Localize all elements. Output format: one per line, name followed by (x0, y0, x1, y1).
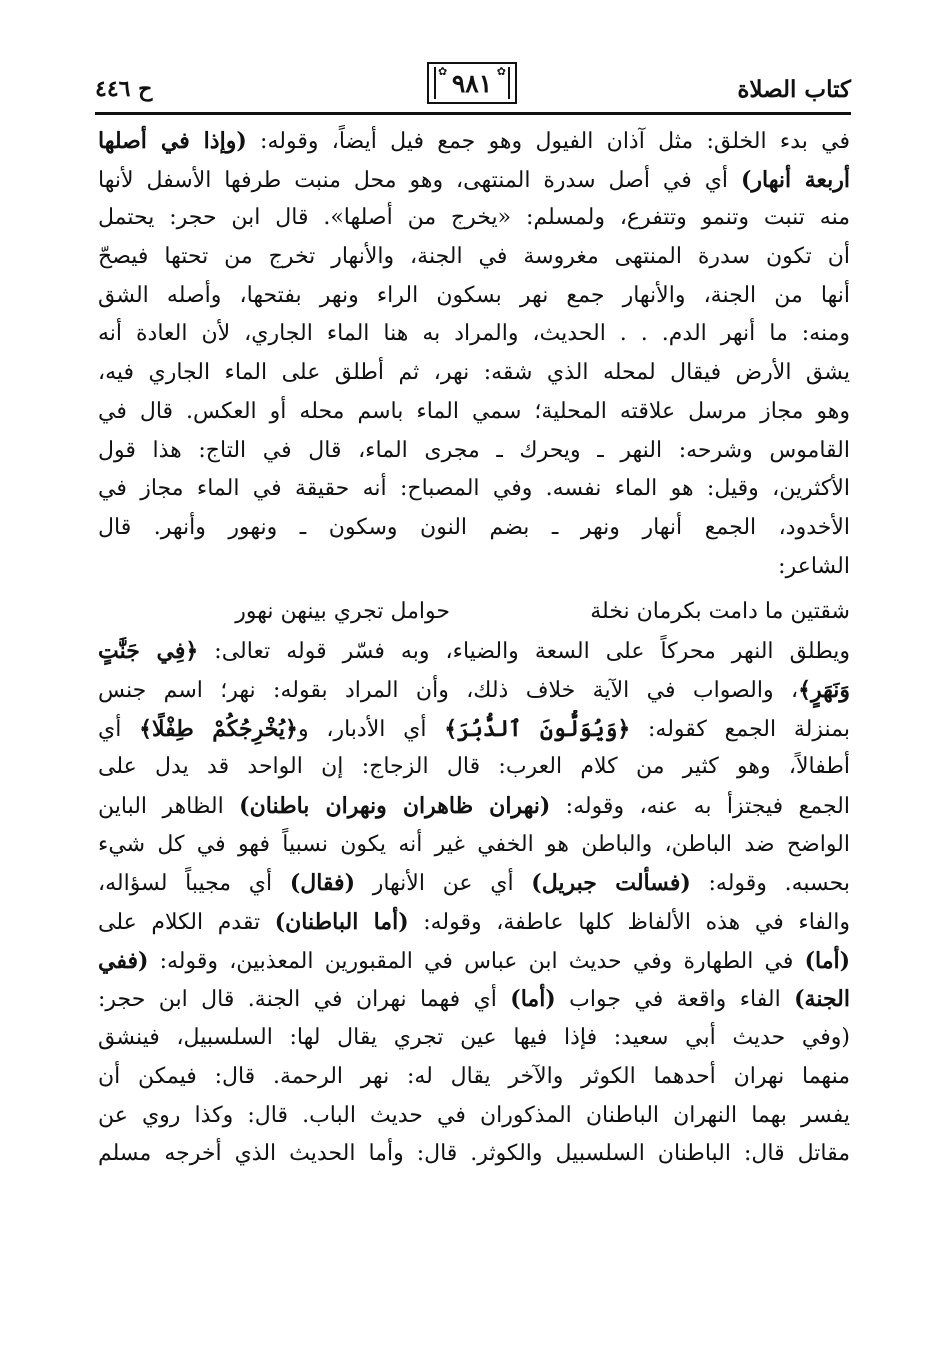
hadith-reference: ح ٤٤٦ (95, 76, 153, 102)
text-line (98, 277, 850, 316)
emphasized-text: (نهران ظاهران ونهران باطنان) (239, 793, 551, 819)
text-line (98, 1097, 850, 1136)
text-line (98, 980, 850, 1019)
text-segment: منهما نهران أحدهما الكوثر والآخر يقال له: نهر الرحمة. قال: فيمكن أن (98, 1063, 850, 1089)
text-segment: منه تنبت وتنمو وتتفرع، ولمسلم: «يخرج من أصلها». قال ابن حجر: يحتمل (98, 205, 850, 231)
ornament-icon: ✿ (496, 65, 506, 78)
text-segment: الشاعر: (778, 553, 850, 579)
text-line (98, 748, 850, 787)
text-segment: الأكثرين، وقيل: هو الماء نفسه. وفي المصباح: أنه حقيقة في الماء مجاز في (98, 476, 850, 502)
text-segment: الفاء واقعة في جواب (555, 987, 795, 1013)
text-line (98, 509, 850, 548)
text-segment: (وفي حديث أبي سعيد: فإذا فيها عين تجري يقال لها: السلسبيل، فينشق (98, 1025, 850, 1051)
text-segment: أطفالاً، وهو كثير من كلام العرب: قال الزجاج: إن الواحد قد يدل على (98, 754, 850, 780)
text-line (98, 864, 850, 903)
emphasized-text: (ففي (98, 947, 149, 974)
text-line (98, 548, 850, 587)
text-line (98, 632, 850, 671)
text-line (98, 122, 850, 161)
verse-second-hemistich: حوامل تجري بينهن نهور (235, 599, 450, 625)
text-segment: يشق الأرض فيقال لمحله الذي شقه: نهر، ثم أطلق على الماء الجاري فيه، (98, 360, 850, 386)
text-segment: تقدم الكلام على (98, 910, 275, 936)
text-line (98, 470, 850, 509)
text-segment: في بدء الخلق: مثل آذان الفيول وهو جمع فيل أيضاً، وقوله: (246, 129, 850, 154)
text-segment: مقاتل قال: الباطنان السلسبيل والكوثر. قال: وأما الحديث الذي أخرجه مسلم (98, 1141, 850, 1167)
body-text (98, 122, 850, 1174)
poetry-verse (98, 592, 850, 632)
emphasized-text: ﴿يُخْرِجُكُمْ طِفْلًا﴾ (139, 715, 298, 742)
emphasized-text: (فقال) (289, 870, 355, 897)
ornament-icon: ✿ (438, 65, 448, 78)
text-line (98, 199, 850, 238)
verse-first-hemistich: شقتين ما دامت بكرمان نخلة (590, 599, 850, 625)
text-segment: الأخدود، الجمع أنهار ونهر ـ بضم النون وسكون ـ ونهور وأنهر. قال (98, 514, 850, 540)
text-line (98, 1135, 850, 1174)
emphasized-text: (أما) (804, 947, 850, 974)
emphasized-text: ﴿وَيُوَلُّونَ ٱلدُّبُرَ﴾ (444, 715, 631, 742)
text-segment: ومنه: ما أنهر الدم. . . الحديث، والمراد به هنا الماء الجاري، لأن العادة أنه (98, 321, 850, 347)
text-line (98, 161, 850, 200)
text-segment: أي في أصل سدرة المنتهى، وهو محل منبت طرفها الأسفل لأنها (98, 167, 741, 193)
text-segment: يفسر بهما النهران الباطنان المذكوران في حديث الباب. قال: وكذا روي عن (98, 1102, 850, 1128)
emphasized-text: الجنة) (794, 986, 850, 1013)
text-line (98, 393, 850, 432)
emphasized-text: (أما) (510, 986, 556, 1013)
text-line (98, 903, 850, 942)
text-line (98, 710, 850, 749)
text-line (98, 826, 850, 865)
emphasized-text: ﴿فِي جَنَّٰتٍ (98, 638, 199, 665)
paragraph-after-verse (98, 632, 850, 1174)
text-line (98, 787, 850, 826)
text-segment: القاموس وشرحه: النهر ـ ويحرك ـ مجرى الماء، قال في التاج: هذا قول (98, 437, 850, 463)
header-divider (95, 112, 851, 115)
text-segment: أنها من الجنة، والأنهار جمع نهر بسكون الراء ونهر بفتحها، وأصله الشق (98, 282, 850, 308)
text-segment: بحسبه. وقوله: (690, 871, 850, 897)
text-segment: في الطهارة وفي حديث ابن عباس في المقبورين المعذبين، وقوله: (148, 948, 805, 974)
emphasized-text: وَنَهَرٍ﴾ (798, 676, 850, 703)
text-line (98, 1058, 850, 1097)
text-line (98, 315, 850, 354)
text-segment: أي (98, 716, 140, 742)
text-segment: ، والصواب في الآية خلاف ذلك، وأن المراد بقوله: نهر؛ اسم جنس (98, 677, 799, 703)
page-number: ٩٨١ (451, 69, 493, 98)
text-line (98, 671, 850, 710)
text-segment: أن تكون سدرة المنتهى مغروسة في الجنة، والأنهار تخرج من تحتها فيصحّ (98, 244, 850, 270)
text-line (98, 238, 850, 277)
page-header (95, 62, 851, 110)
book-title: كتاب الصلاة (737, 76, 851, 103)
text-segment: الظاهر الباين (98, 794, 240, 819)
text-segment: أي عن الأنهار (354, 871, 532, 897)
text-segment: والفاء في هذه الألفاظ كلها عاطفة، وقوله: (408, 910, 850, 936)
text-line (98, 1019, 850, 1058)
text-segment: أي فهما نهران في الجنة. قال ابن حجر: (98, 987, 511, 1013)
emphasized-text: (وإذا في أصلها (98, 128, 247, 154)
emphasized-text: (أما الباطنان) (274, 909, 409, 936)
text-segment: وهو مجاز مرسل علاقته المحلية؛ سمي الماء باسم محله أو العكس. قال في (98, 398, 850, 424)
page-number-frame (427, 62, 517, 104)
text-line (98, 354, 850, 393)
text-line (98, 432, 850, 471)
text-segment: الجمع فيجتزأ به عنه، وقوله: (550, 794, 850, 819)
text-segment: بمنزلة الجمع كقوله: (630, 716, 850, 742)
emphasized-text: أربعة أنهار) (740, 166, 850, 193)
text-segment: أي مجيباً لسؤاله، (98, 871, 290, 897)
paragraph-before-verse (98, 122, 850, 586)
emphasized-text: (فسألت جبريل) (531, 870, 691, 897)
text-segment: أي الأدبار، و (297, 716, 445, 742)
text-segment: ويطلق النهر محركاً على السعة والضياء، وبه فسّر قوله تعالى: (198, 639, 850, 665)
text-line (98, 942, 850, 981)
text-segment: الواضح ضد الباطن، والباطن هو الخفي غير أنه يكون نسبياً فهو في كل شيء (98, 831, 850, 857)
